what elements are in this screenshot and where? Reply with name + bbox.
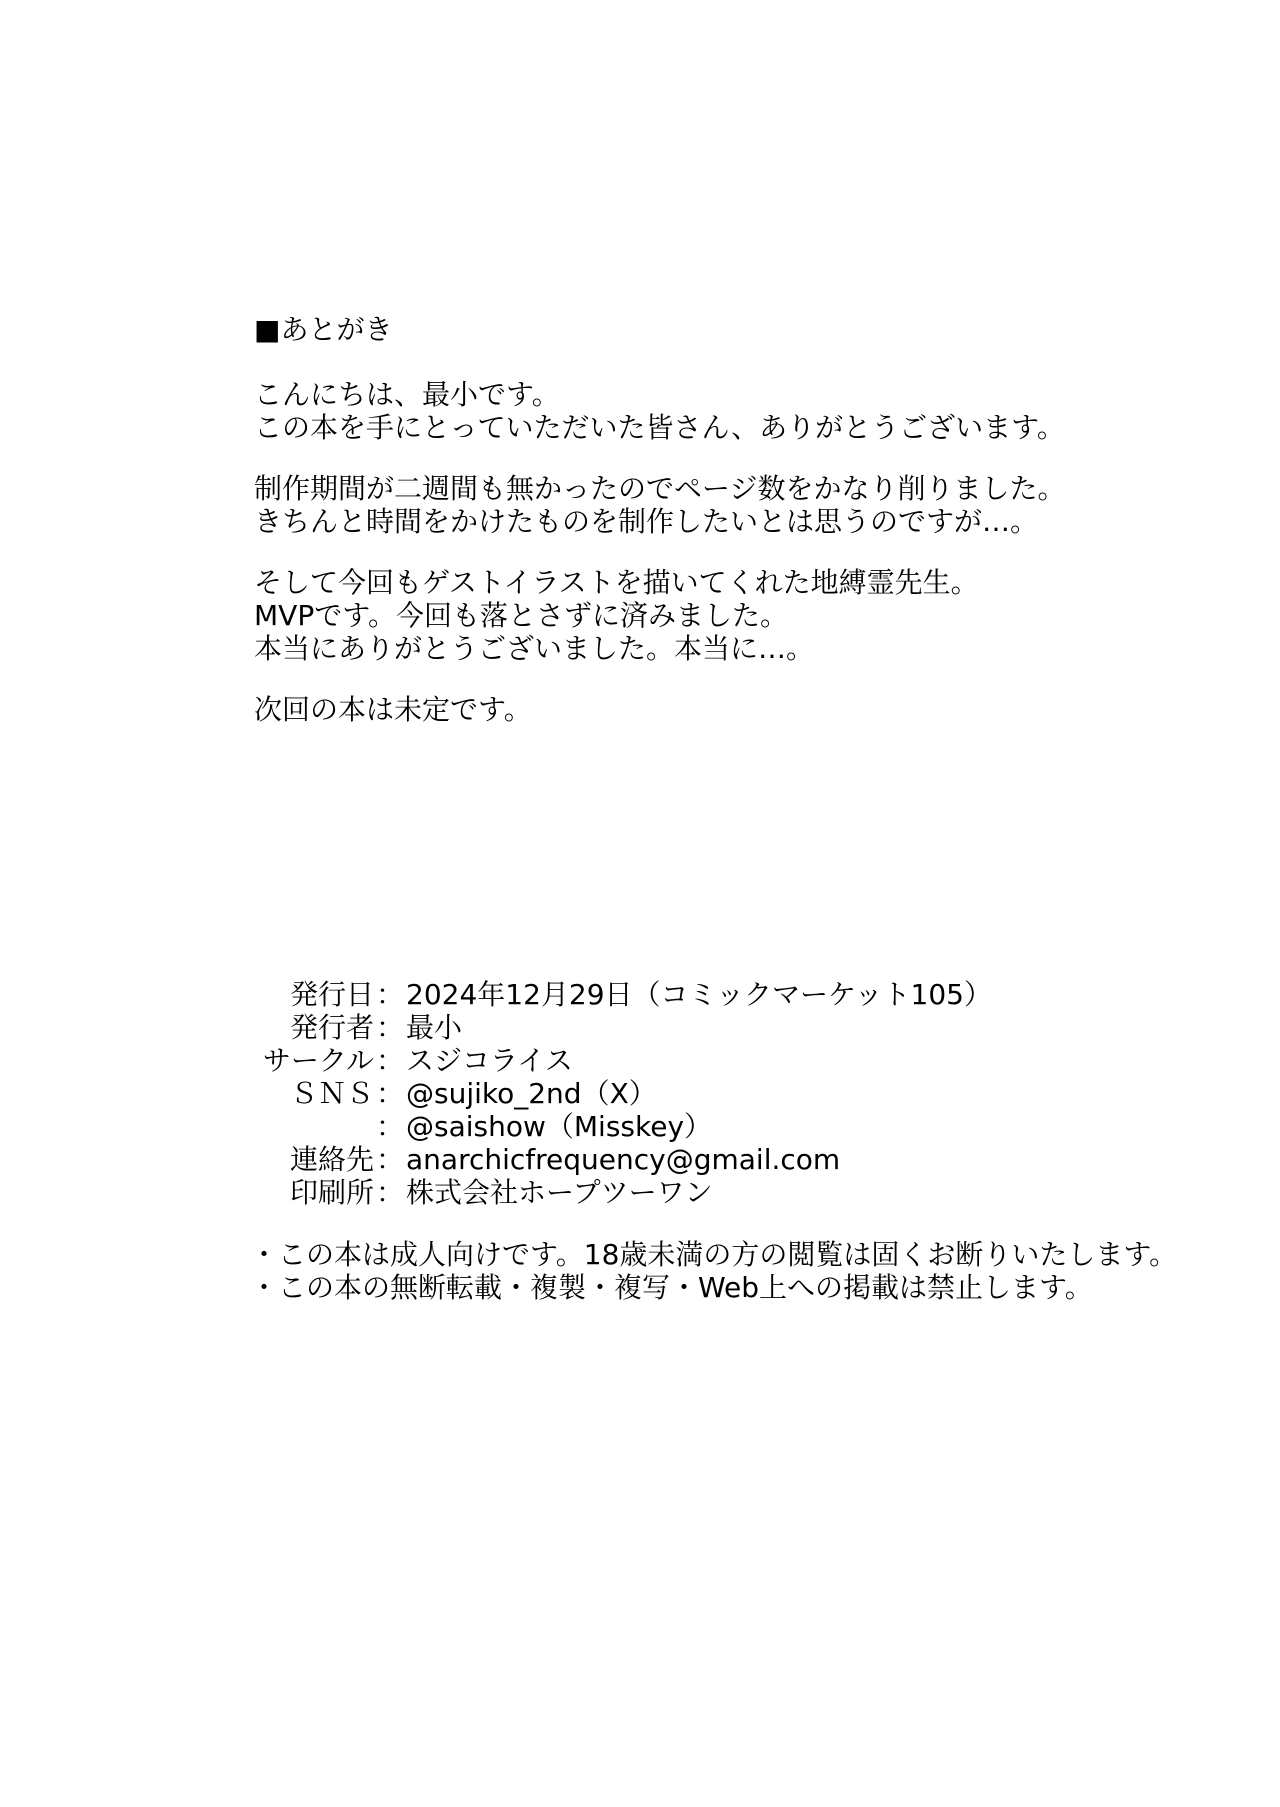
colophon-label: 印刷所 [289, 1176, 374, 1209]
afterword-line: 本当にありがとうございました。本当に…。 [254, 632, 815, 665]
colophon-value: 最小 [406, 1011, 463, 1044]
afterword-paragraph [254, 378, 1214, 444]
afterword-line: こんにちは、最小です。 [254, 378, 560, 411]
colophon-separator: ： [375, 1077, 404, 1110]
colophon [250, 978, 1210, 1209]
notice-line: ・この本の無断転載・複製・複写・Web上への掲載は禁止します。 [250, 1271, 1093, 1304]
colophon-value: スジコライス [406, 1044, 573, 1077]
afterword-line: 制作期間が二週間も無かったのでページ数をかなり削りました。 [254, 472, 1066, 505]
colophon-separator: ： [375, 1176, 404, 1209]
colophon-row-publisher [250, 1011, 1210, 1044]
colophon-separator: ： [375, 1011, 404, 1044]
afterword-section [254, 310, 1214, 726]
afterword-line: きちんと時間をかけたものを制作したいとは思うのですが…。 [254, 505, 1039, 538]
colophon-separator: ： [375, 978, 404, 1011]
notice-line: ・この本は成人向けです。18歳未満の方の閲覧は固くお断りいたします。 [250, 1238, 1178, 1271]
colophon-label: ＳＮＳ [289, 1077, 374, 1110]
colophon-value: @saishow（Misskey） [406, 1110, 713, 1143]
afterword-line: 次回の本は未定です。 [254, 693, 532, 726]
afterword-heading: ■あとがき [254, 313, 393, 346]
colophon-label: 発行日 [289, 978, 374, 1011]
colophon-label [250, 1110, 374, 1143]
afterword-line: この本を手にとっていただいた皆さん、ありがとうございます。 [254, 411, 1065, 444]
colophon-separator: ： [375, 1110, 404, 1143]
colophon-row-contact [250, 1143, 1210, 1176]
afterword-paragraph [254, 693, 1214, 726]
afterword-paragraph [254, 472, 1214, 538]
colophon-value: @sujiko_2nd（X） [406, 1077, 657, 1110]
colophon-value: anarchicfrequency@gmail.com [406, 1143, 841, 1176]
colophon-row-circle [250, 1044, 1210, 1077]
colophon-value: 株式会社ホープツーワン [406, 1176, 713, 1209]
colophon-label: サークル [262, 1044, 374, 1077]
colophon-label: 連絡先 [289, 1143, 374, 1176]
colophon-row-printer [250, 1176, 1210, 1209]
colophon-separator: ： [375, 1143, 404, 1176]
colophon-label: 発行者 [289, 1011, 374, 1044]
colophon-row-sns-misskey [250, 1110, 1210, 1143]
colophon-separator: ： [375, 1044, 404, 1077]
notices [250, 1238, 1250, 1304]
colophon-row-release-date [250, 978, 1210, 1011]
afterword-paragraph [254, 566, 1214, 665]
afterword-line: そして今回もゲストイラストを描いてくれた地縛霊先生。 [254, 566, 979, 599]
colophon-value: 2024年12月29日（コミックマーケット105） [406, 978, 993, 1011]
colophon-row-sns-x [250, 1077, 1210, 1110]
afterword-line: MVPです。今回も落とさずに済みました。 [254, 599, 788, 632]
